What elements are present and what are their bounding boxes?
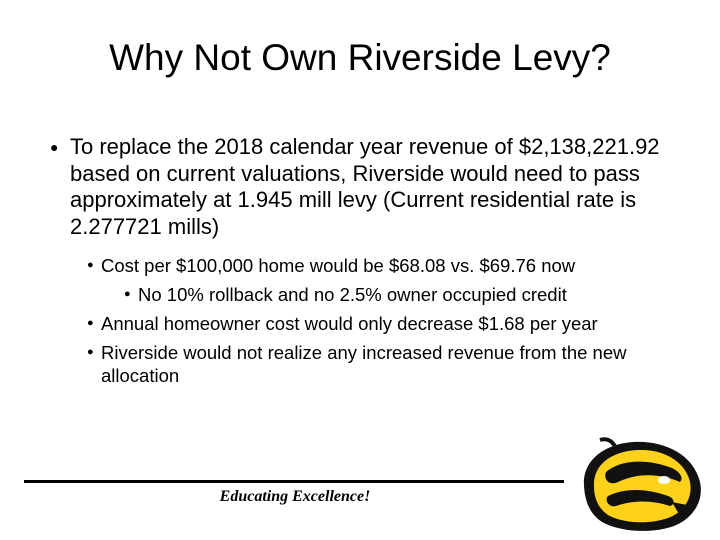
sub-bullet-text: Cost per $100,000 home would be $68.08 vs. $69.76 now bbox=[101, 255, 576, 276]
bullet-dot-icon: ● bbox=[124, 288, 131, 300]
yellowjacket-mascot-icon bbox=[576, 434, 706, 534]
bullet-dot-icon: ● bbox=[87, 346, 94, 358]
sub-bullet-list bbox=[50, 251, 690, 387]
sub-bullet bbox=[50, 309, 690, 338]
footer-slogan: Educating Excellence! bbox=[219, 488, 371, 505]
main-bullet-text: To replace the 2018 calendar year revenue of $2,138,221.92 based on current valuations, Riverside would need to pass approximately at 1.945 mill levy (Current residential rate is 2.277721 mills) bbox=[70, 134, 660, 239]
slide-title: Why Not Own Riverside Levy? bbox=[109, 37, 611, 78]
bullet-dot-icon: ● bbox=[87, 317, 94, 329]
sub-sub-bullet-text: No 10% rollback and no 2.5% owner occupied credit bbox=[138, 284, 567, 305]
slide-content bbox=[50, 134, 690, 387]
sub-bullet-text: Annual homeowner cost would only decrease $1.68 per year bbox=[101, 313, 598, 334]
sub-bullet-text: Riverside would not realize any increased revenue from the new allocation bbox=[101, 342, 627, 386]
sub-bullet bbox=[50, 251, 690, 280]
sub-bullet bbox=[50, 338, 690, 387]
sub-sub-bullet bbox=[50, 280, 690, 309]
main-bullet bbox=[50, 134, 690, 240]
bullet-dot-icon: ● bbox=[87, 259, 94, 271]
footer-divider bbox=[24, 480, 564, 483]
bullet-dot-icon: ● bbox=[50, 139, 59, 155]
